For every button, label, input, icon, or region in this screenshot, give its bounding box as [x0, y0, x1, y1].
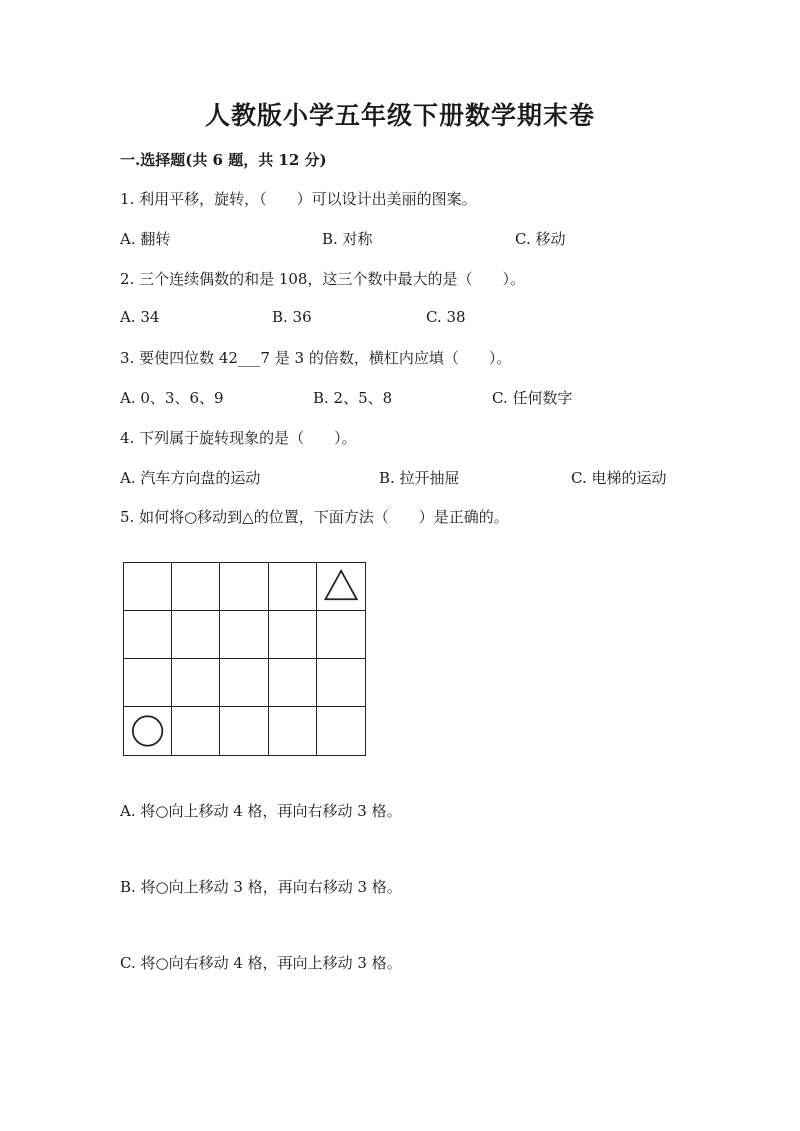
question-4-stem: 4. 下列属于旋转现象的是（ ）。 — [120, 429, 357, 447]
grid-cell — [220, 659, 268, 707]
grid-cell — [172, 611, 220, 659]
question-4-option-a: A. 汽车方向盘的运动 — [120, 469, 261, 487]
question-3-stem: 3. 要使四位数 42___7 是 3 的倍数，横杠内应填（ ）。 — [120, 349, 512, 367]
grid-cell — [317, 611, 365, 659]
question-2-stem: 2. 三个连续偶数的和是 108，这三个数中最大的是（ ）。 — [120, 270, 525, 288]
grid-cell — [172, 707, 220, 755]
grid-cell — [269, 563, 317, 611]
question-3-option-a: A. 0、3、6、9 — [120, 389, 224, 407]
question-5-option-a: A. 将○向上移动 4 格，再向右移动 3 格。 — [120, 802, 402, 820]
question-1-option-a: A. 翻转 — [120, 230, 171, 248]
grid-cell — [269, 707, 317, 755]
grid-cell — [172, 659, 220, 707]
grid-cell — [317, 659, 365, 707]
section-heading: 一.选择题(共 6 题，共 12 分) — [120, 151, 327, 169]
grid-cell — [317, 707, 365, 755]
grid-cell — [124, 611, 172, 659]
grid-cell — [172, 563, 220, 611]
question-1-option-c: C. 移动 — [515, 230, 566, 248]
grid-cell — [269, 611, 317, 659]
triangle-shape-icon — [317, 563, 365, 610]
grid-cell — [220, 611, 268, 659]
question-4-option-b: B. 拉开抽屉 — [379, 469, 460, 487]
grid-cell — [220, 707, 268, 755]
question-3-option-c: C. 任何数字 — [492, 389, 573, 407]
grid-cell — [124, 563, 172, 611]
question-2-option-a: A. 34 — [120, 308, 160, 326]
grid-cell — [269, 659, 317, 707]
grid-cell — [124, 707, 172, 755]
page-title: 人教版小学五年级下册数学期末卷 — [204, 101, 595, 130]
question-2-option-b: B. 36 — [272, 308, 312, 326]
question-4-option-c: C. 电梯的运动 — [571, 469, 667, 487]
grid-cell — [317, 563, 365, 611]
question-5-stem: 5. 如何将○移动到△的位置，下面方法（ ）是正确的。 — [120, 508, 509, 526]
circle-shape-icon — [124, 707, 171, 755]
question-5-option-b: B. 将○向上移动 3 格，再向右移动 3 格。 — [120, 878, 402, 896]
move-grid-figure — [123, 562, 366, 756]
question-1-option-b: B. 对称 — [322, 230, 373, 248]
grid-cell — [124, 659, 172, 707]
question-2-option-c: C. 38 — [426, 308, 466, 326]
grid-cell — [220, 563, 268, 611]
question-5-option-c: C. 将○向右移动 4 格，再向上移动 3 格。 — [120, 954, 402, 972]
question-3-option-b: B. 2、5、8 — [313, 389, 393, 407]
question-1-stem: 1. 利用平移，旋转，（ ）可以设计出美丽的图案。 — [120, 190, 477, 208]
